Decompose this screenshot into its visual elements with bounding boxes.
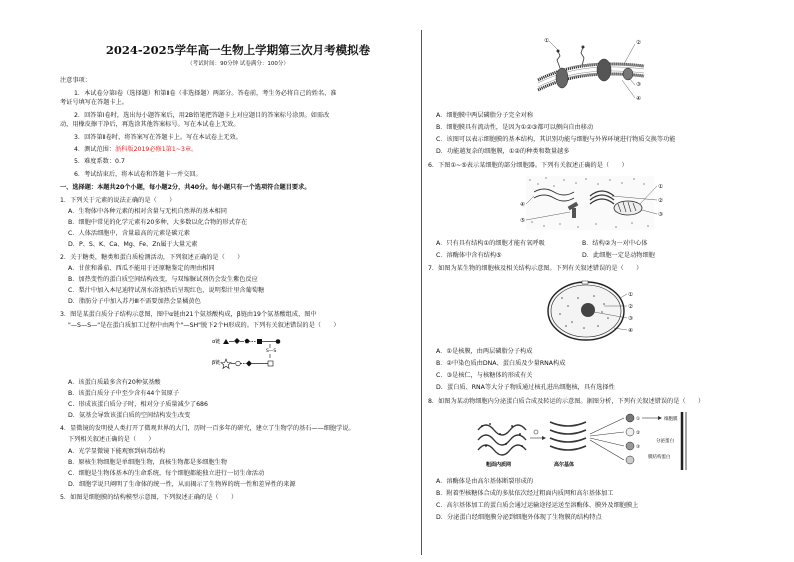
q3-option-d: D．氨基会导致该蛋白质的空间结构发生改变	[68, 412, 191, 419]
label-rough-er: 粗面内质网	[486, 462, 512, 468]
beta-chain-label: β链	[212, 360, 221, 366]
label-2: ②	[658, 198, 663, 204]
note-2a: 2．回答第Ⅰ卷时，选出每小题答案后，用2B铅笔把答题卡上对应题目的答案标号涂黑。如需改	[74, 112, 330, 119]
q1-option-b: B．细胞中常见的化学元素有20多种，大多数以化合物的形式存在	[68, 219, 248, 226]
label-golgi: 高尔基体	[554, 462, 575, 468]
label-3: ③	[628, 316, 633, 322]
q5-option-b: B．细胞膜具有流动性，是因为①②③都可以侧向自由移动	[436, 124, 594, 131]
q5-option-a: A．细胞膜中两层磷脂分子完全对称	[436, 112, 534, 119]
nucleus-figure	[542, 278, 642, 344]
note-1a: 1．本试卷分第Ⅰ卷（选择题）和第Ⅱ卷（非选择题）两部分。答卷前，考生务必将自己的姓名、准	[74, 90, 337, 97]
vesicle-arrows	[590, 414, 634, 464]
q7-option-a: A．①是核膜，由两层磷脂分子构成	[436, 348, 533, 355]
notes-heading: 注意事项：	[60, 77, 91, 84]
note-6: 6．考试结束后，将本试卷和答题卡一并交回。	[74, 171, 202, 178]
q8-option-b: B．附着型核糖体合成的多肽依次经过粗面内质网和高尔基体加工	[436, 490, 614, 497]
protein-chain-figure	[210, 333, 300, 373]
q4-option-d: D．细胞学说只阐明了生命体的统一性，从而揭示了生物界的统一性和差异性的来源	[68, 481, 296, 488]
label-2: ②	[628, 304, 633, 310]
label-1: ①	[544, 38, 549, 44]
secretion-figure	[472, 410, 722, 472]
label-4: ④	[636, 96, 641, 102]
note-5: 5．难度系数：0.7	[74, 158, 125, 165]
note-2b: 动，用橡皮擦干净后，再选涂其他答案标号。写在本试卷上无效。	[60, 121, 240, 128]
column-divider	[421, 30, 422, 555]
q6-stem: 6．下图①~⑤表示某细胞的部分细胞器。下列有关叙述正确的是（ ）	[428, 162, 628, 169]
note-3: 3．回答第Ⅱ卷时，将答案写在答题卡上。写在本试卷上无效。	[74, 134, 242, 141]
label-4: ④	[520, 202, 525, 208]
label-4: ④	[628, 328, 633, 334]
beta-chain	[221, 359, 273, 369]
q2-option-c: C．梨汁中加入本尼迪特试剂水浴加热后呈现红色，说明梨汁里含葡萄糖	[68, 287, 265, 294]
q4-line-2: 下列相关叙述正确的是（ ）	[68, 436, 155, 443]
note-4	[74, 146, 197, 153]
q6-option-a: A．只有具有结构①的细胞才能有氧呼吸	[436, 240, 545, 247]
rough-er	[478, 423, 526, 455]
label-1: ①	[628, 292, 633, 298]
q5-option-c: C．该图可以表示细胞膜的基本结构，其识别功能与细胞与外界环境进行物质交换等功能	[436, 136, 676, 143]
q7-option-c: C．③是核仁，与核糖体的形成有关	[436, 372, 533, 379]
organelle-mitochondrion	[614, 201, 642, 215]
q4-option-c: C．细胞是生物体基本的生命系统，每个细胞都能独立进行一切生命活动	[68, 470, 265, 477]
note-4-label: 4．测试范围：	[74, 146, 116, 153]
alpha-chain	[223, 338, 280, 344]
label-secreted-protein: 分泌蛋白	[656, 439, 674, 444]
label-3: ③	[658, 212, 663, 218]
section-heading: 一、选择题：本题共20个小题，每小题2分，共40分。每小题只有一个选项符合题目要求。	[60, 184, 311, 191]
alpha-chain-label: α链	[212, 339, 221, 345]
q8-stem: 8．如图为某动物细胞内分泌蛋白质合成及转运的示意图。据图分析，下列有关叙述错误的是（ ）	[428, 398, 705, 405]
q2-option-b: B．加热变性的蛋白质空间结构改变，与双缩脲试剂仍会发生紫色反应	[68, 276, 258, 283]
vesicle-label-2: ②	[636, 431, 641, 436]
vesicle-label-3: ③	[636, 445, 641, 450]
q4-line-1: 4．显微镜的发明使人类打开了微观世界的大门，历时一百多年的研究，建立了生物学的基石——细胞学说。	[60, 425, 355, 432]
q7-option-b: B．②中染色质由DNA、蛋白质及少量RNA构成	[436, 360, 566, 367]
q6-option-b: B．结构②为一对中心体	[582, 240, 648, 247]
q1-stem: 1．下列关于元素的说法正确的是（ ）	[60, 197, 176, 204]
q1-option-c: C．人体活细胞中，含量最高的元素是碳元素	[68, 230, 190, 237]
cell-membrane	[682, 412, 686, 470]
exam-title: 2024-2025学年高一生物上学期第三次月考模拟卷	[105, 43, 371, 57]
q3-line-1: 3．图是某蛋白质分子结构示意图，图中α链由21个氨基酸构成，β链由19个氨基酸组成，图中	[60, 311, 317, 318]
golgi-apparatus	[550, 422, 586, 450]
vesicle-label-1: ①	[636, 417, 641, 422]
note-1b: 考证号填写在答题卡上。	[60, 99, 129, 106]
q3-option-c: C．形成该蛋白质分子时，相对分子质量减少了686	[68, 401, 208, 408]
q8-option-c: C．高尔基体加工的蛋白质会通过运输途径运送至溶酶体、膜外及细胞膜上	[436, 502, 639, 509]
q8-option-a: A．溶酶体是由高尔基体断裂形成的	[436, 478, 534, 485]
q2-stem: 2．关于糖类，糖类和蛋白质检测活动，下列叙述正确的是（ ）	[60, 254, 244, 261]
q6-option-c: C．溶酶体中含有结构⑤	[436, 252, 502, 259]
label-5: ⑤	[520, 218, 525, 224]
q2-option-a: A．甘蔗和番茄、西瓜不能用于还原糖鉴定的理由相同	[68, 265, 215, 272]
exam-subtitle: （考试时间：90分钟 试卷满分：100分）	[187, 61, 289, 67]
q4-option-a: A．光学显微镜下能观察到病毒结构	[68, 448, 166, 455]
q8-option-d: D．分泌蛋白经细胞膜分泌到细胞外体现了生物膜的结构特点	[436, 514, 602, 521]
nucleus	[548, 281, 624, 340]
disulfide-bond: S—S	[266, 349, 277, 354]
label-2: ②	[636, 40, 641, 46]
label-membrane-protein: 膜结构蛋白	[648, 455, 671, 460]
label-3: ③	[636, 82, 641, 88]
note-4-scope: 浙科版2019必修1第1~3章。	[115, 146, 198, 153]
q2-option-d: D．脂肪分子中加入苏丹Ⅲ不需要加热会显橘黄色	[68, 298, 201, 305]
q7-option-d: D．蛋白质、RNA等大分子物质通过核孔进出细胞核，具有选择性	[436, 384, 615, 391]
q3-option-b: B．该蛋白质分子中至少含有44个氧原子	[68, 390, 180, 397]
label-1: ①	[658, 184, 663, 190]
organelles-figure	[520, 174, 670, 232]
q4-option-b: B．原核生物细胞是单细胞生物，真核生物都是多细胞生物	[68, 459, 227, 466]
q5-option-d: D．功能越复杂的细胞膜，①②的种类和数量越多	[436, 148, 570, 155]
q3-option-a: A．该蛋白质最多含有20种氨基酸	[68, 379, 161, 386]
q1-option-a: A．生物体中各种元素的相对含量与无机自然界的基本相同	[68, 208, 227, 215]
q6-option-d: D．此细胞一定是动物细胞	[582, 252, 655, 259]
q7-stem: 7．如图为某生物的细胞核及相关结构示意图。下列有关叙述错误的是（ ）	[428, 265, 643, 272]
membrane-figure	[532, 30, 652, 108]
label-cell-membrane: 细胞膜	[664, 417, 678, 422]
q1-option-d: D．P、S、K、Ca、Mg、Fe、Zn属于大量元素	[68, 241, 198, 248]
q3-line-2: "—S—S—"是在蛋白质加工过程中由两个"—SH"脱下2个H形成的。下列有关叙述错误的是（ ）	[68, 322, 340, 329]
glycocalyx	[557, 46, 585, 69]
q5-stem: 5．如图是细胞膜的结构模型示意图，下列叙述正确的是（ ）	[60, 494, 238, 501]
